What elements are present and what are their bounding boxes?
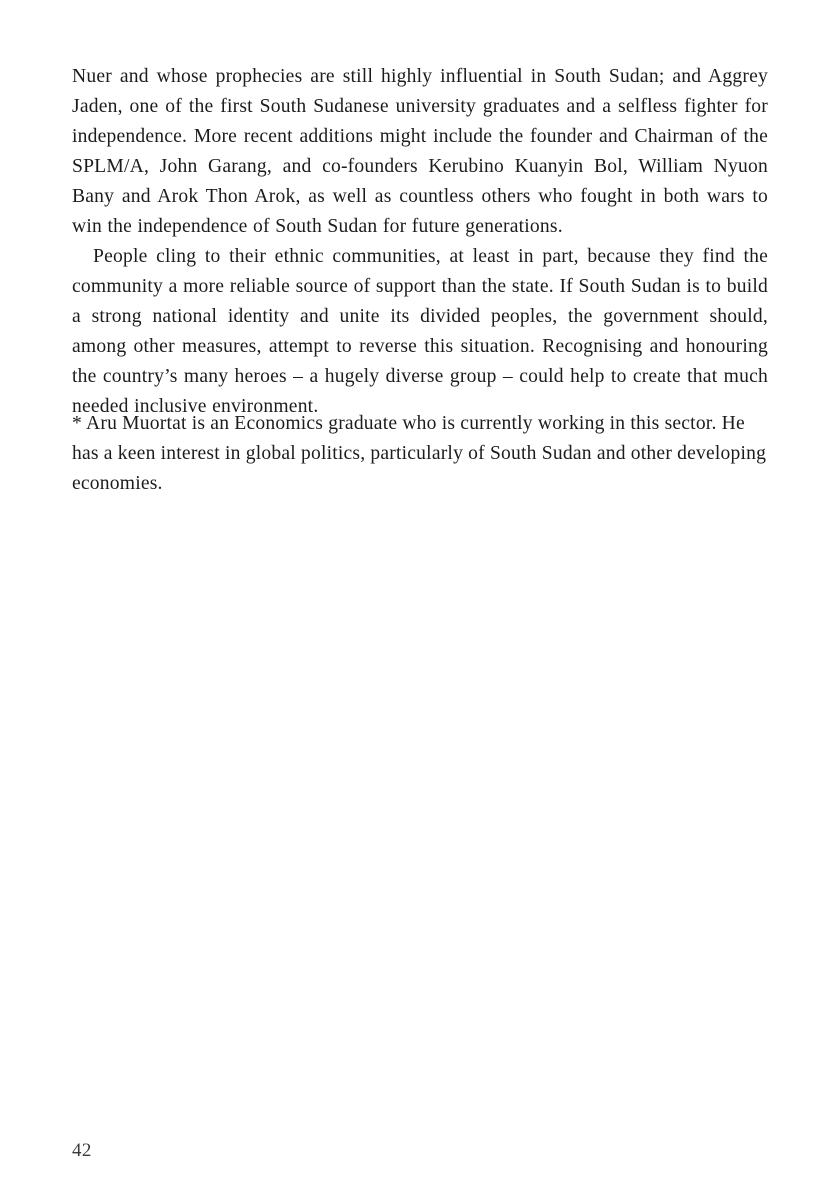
page-number: 42 — [72, 1140, 92, 1161]
body-text-block — [72, 62, 768, 422]
author-biography-footnote: * Aru Muortat is an Economics graduate who is currently working in this sector. He has a keen interest in global politics, particularly of South Sudan and other developing economies. — [72, 413, 767, 494]
body-paragraph-continued: Nuer and whose prophecies are still highly influential in South Sudan; and Aggrey Jaden, one of the first South Sudanese university graduates and a selfless fighter for independence. More recent additions might include the founder and Chairman of the SPLM/A, John Garang, and co-founders Kerubino Kuanyin Bol, William Nyuon Bany and Arok Thon Arok, as well as countless others who fought in both wars to win the independence of South Sudan for future generations. — [72, 66, 768, 237]
body-paragraph-people-cling: People cling to their ethnic communities, at least in part, because they find the community a more reliable source of support than the state. If South Sudan is to build a strong national identity and unite its divided peoples, the government should, among other measures, attempt to reverse this situation. Recognising and honouring the country’s many heroes – a hugely diverse group – could help to create that much needed inclusive environment. — [72, 246, 768, 417]
